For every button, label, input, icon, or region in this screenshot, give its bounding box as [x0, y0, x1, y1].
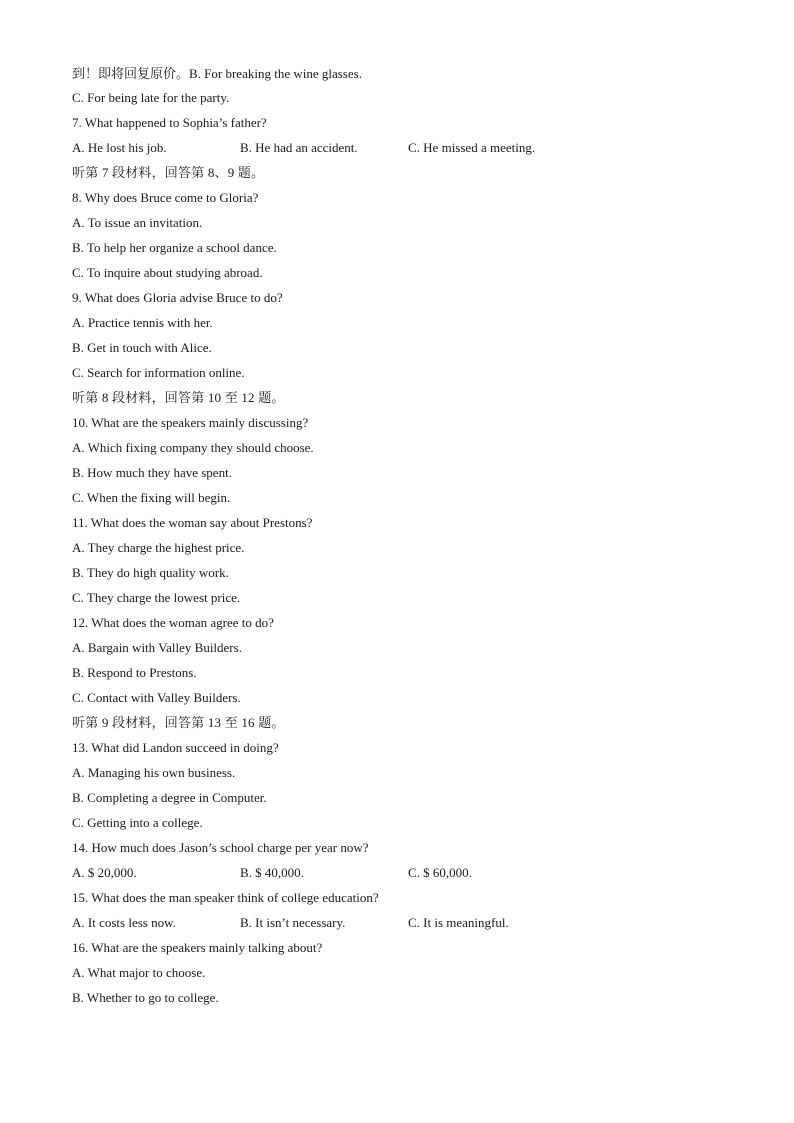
option-b: B. Whether to go to college. [72, 990, 219, 1005]
option-a: A. They charge the highest price. [72, 540, 245, 555]
question-13: 13. What did Landon succeed in doing? [72, 740, 279, 755]
section-instruction: 听第 7 段材料，回答第 8、9 题。 [72, 165, 265, 180]
option-row [72, 860, 754, 885]
option-b: B. It isn’t necessary. [240, 915, 346, 930]
option-row [72, 135, 754, 160]
question-12: 12. What does the woman agree to do? [72, 615, 274, 630]
option-b: B. He had an accident. [240, 140, 358, 155]
option-b: B. To help her organize a school dance. [72, 240, 277, 255]
option-b: B. They do high quality work. [72, 565, 229, 580]
option-row [72, 910, 754, 935]
question-9: 9. What does Gloria advise Bruce to do? [72, 290, 283, 305]
question-11: 11. What does the woman say about Prestons? [72, 515, 313, 530]
option-c: C. Search for information online. [72, 365, 245, 380]
option-c: C. Getting into a college. [72, 815, 203, 830]
question-8: 8. Why does Bruce come to Gloria? [72, 190, 259, 205]
option-b: B. $ 40,000. [240, 865, 304, 880]
option-c: C. When the fixing will begin. [72, 490, 231, 505]
option-b: B. Respond to Prestons. [72, 665, 197, 680]
option-a: A. $ 20,000. [72, 865, 137, 880]
option-c: C. They charge the lowest price. [72, 590, 241, 605]
section-instruction: 听第 8 段材料，回答第 10 至 12 题。 [72, 390, 285, 405]
option-b: B. Completing a degree in Computer. [72, 790, 267, 805]
option-c: C. He missed a meeting. [408, 140, 536, 155]
question-15: 15. What does the man speaker think of college education? [72, 890, 379, 905]
option-c: C. $ 60,000. [408, 865, 472, 880]
option-a: A. He lost his job. [72, 140, 167, 155]
option-a: A. What major to choose. [72, 965, 206, 980]
option-a: A. To issue an invitation. [72, 215, 203, 230]
option-c: C. It is meaningful. [408, 915, 509, 930]
option-c: C. To inquire about studying abroad. [72, 265, 263, 280]
option-a: A. Managing his own business. [72, 765, 236, 780]
section-instruction: 听第 9 段材料，回答第 13 至 16 题。 [72, 715, 285, 730]
text-line: 到！即将回复原价。B. For breaking the wine glasses. [72, 66, 362, 81]
question-14: 14. How much does Jason’s school charge per year now? [72, 840, 369, 855]
question-10: 10. What are the speakers mainly discussing? [72, 415, 309, 430]
option-c: C. Contact with Valley Builders. [72, 690, 241, 705]
option-a: A. Bargain with Valley Builders. [72, 640, 242, 655]
option-c: C. For being late for the party. [72, 90, 230, 105]
option-b: B. Get in touch with Alice. [72, 340, 212, 355]
option-a: A. It costs less now. [72, 915, 176, 930]
option-b: B. How much they have spent. [72, 465, 232, 480]
option-a: A. Practice tennis with her. [72, 315, 213, 330]
question-7: 7. What happened to Sophia’s father? [72, 115, 267, 130]
question-16: 16. What are the speakers mainly talking about? [72, 940, 323, 955]
option-a: A. Which fixing company they should choose. [72, 440, 314, 455]
